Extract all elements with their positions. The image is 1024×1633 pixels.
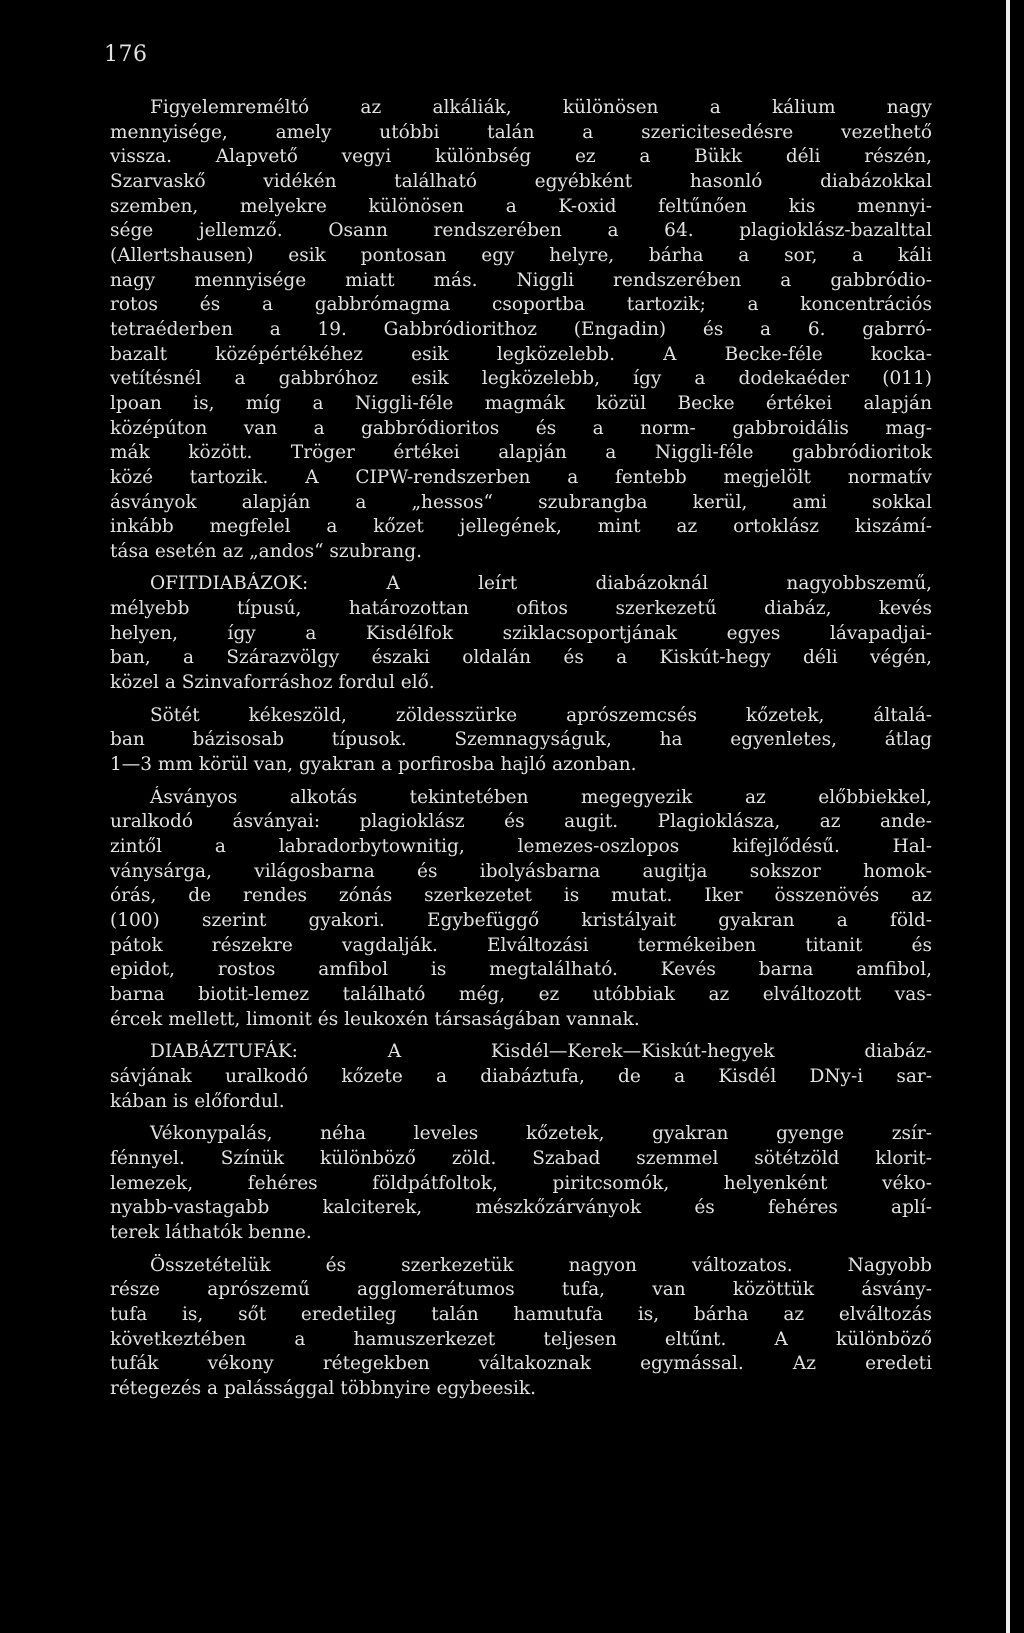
text-line: uralkodó ásványai: plagioklász és augit. Plagioklásza, az ande- <box>110 811 932 833</box>
text-line: zintől a labradorbytownitig, lemezes-oszlopos kifejlődésű. Hal- <box>110 836 932 858</box>
text-line: lemezek, fehéres földpátfoltok, piritcsomók, helyenként véko- <box>110 1172 932 1194</box>
text-line: nagy mennyisége miatt más. Niggli rendszerében a gabbródio- <box>110 269 932 291</box>
text-line: Szarvaskő vidékén található egyébként hasonló diabázokkal <box>110 170 932 192</box>
text-line: (100) szerint gyakori. Egybefüggő kristályait gyakran a föld- <box>110 910 932 931</box>
text-line: Vékonypalás, néha leveles kőzetek, gyakran gyenge zsír- <box>150 1123 932 1145</box>
paragraph-gap <box>110 778 932 786</box>
paragraph-gap <box>110 696 932 704</box>
paragraph <box>110 96 932 564</box>
text-line: 1—3 mm körül van, gyakran a porfirosba hajló azonban. <box>110 754 637 776</box>
paragraph-gap <box>110 564 932 572</box>
paragraph-gap <box>110 1246 932 1254</box>
text-line: tása esetén az „andos“ szubrang. <box>110 540 422 562</box>
text-line: rétegezés a palássággal többnyire egybeesik. <box>110 1377 536 1399</box>
text-line: fénnyel. Színük különböző zöld. Szabad szemmel sötétzöld klorit- <box>110 1147 932 1169</box>
text-line: vetítésnél a gabbróhoz esik legközelebb, így a dodekaéder (011) <box>110 368 932 390</box>
text-line: lpoan is, míg a Niggli-féle magmák közül Becke értékei alapján <box>110 392 932 414</box>
text-line: (Allertshausen) esik pontosan egy helyre, bárha a sor, a káli <box>110 244 932 266</box>
text-line: ványsárga, világosbarna és ibolyásbarna augitja sokszor homok- <box>110 860 932 882</box>
text-line: terek láthatók benne. <box>110 1221 312 1243</box>
text-line: kában is előfordul. <box>110 1090 285 1112</box>
text-line: része aprószemű agglomerátumos tufa, van közöttük ásvány- <box>110 1279 932 1301</box>
page-edge-rule <box>1006 0 1010 1633</box>
text-line: ércek mellett, limonit és leukoxén társaságában vannak. <box>110 1008 640 1030</box>
text-line: Összetételük és szerkezetük nagyon változatos. Nagyobb <box>150 1254 932 1276</box>
text-line: tetraéderben a 19. Gabbródiorithoz (Engadin) és a 6. gabrró- <box>110 318 932 340</box>
text-line: tufa is, sőt eredetileg talán hamutufa is, bárha az elváltozás <box>110 1303 932 1325</box>
text-line: közé tartozik. A CIPW-rendszerben a fentebb megjelölt normatív <box>110 466 932 488</box>
text-line: mélyebb típusú, határozottan ofitos szerkezetű diabáz, kevés <box>110 598 932 620</box>
paragraph <box>110 1040 932 1114</box>
text-line: órás, de rendes zónás szerkezetet is mutat. Iker összenövés az <box>110 885 932 907</box>
page-number: 176 <box>104 42 148 67</box>
text-line: mák között. Tröger értékei alapján a Niggli-féle gabbródioritok <box>110 442 932 464</box>
text-line: barna biotit-lemez található még, ez utóbbiak az elváltozott vas- <box>110 983 932 1005</box>
text-line: rotos és a gabbrómagma csoportba tartozik; a koncentrációs <box>110 294 932 316</box>
paragraph <box>110 1122 932 1245</box>
paragraph-gap <box>110 1032 932 1040</box>
text-line: nyabb-vastagabb kalciterek, mészkőzárványok és fehéres aplí- <box>110 1197 932 1219</box>
text-line: DIABÁZTUFÁK: A Kisdél—Kerek—Kiskút-hegyek diabáz- <box>150 1041 932 1063</box>
text-line: közel a Szinvaforráshoz fordul elő. <box>110 672 435 694</box>
body-text <box>110 96 932 1401</box>
text-line: Sötét kékeszöld, zöldesszürke aprószemcsés kőzetek, általá- <box>150 704 932 726</box>
text-line: epidot, rostos amfibol is megtalálható. Kevés barna amfibol, <box>110 959 932 981</box>
paragraph <box>110 572 932 695</box>
text-line: mennyisége, amely utóbbi talán a szericitesedésre vezethető <box>110 121 932 143</box>
text-line: következtében a hamuszerkezet teljesen eltűnt. A különböző <box>110 1328 932 1350</box>
text-line: sége jellemző. Osann rendszerében a 64. plagioklász-bazalttal <box>110 220 932 242</box>
text-line: tufák vékony rétegekben váltakoznak egymással. Az eredeti <box>110 1353 932 1375</box>
text-line: Figyelemreméltó az alkáliák, különösen a kálium nagy <box>150 97 932 118</box>
text-line: Ásványos alkotás tekintetében megegyezik az előbbiekkel, <box>150 786 932 808</box>
text-line: vissza. Alapvető vegyi különbség ez a Bükk déli részén, <box>110 146 932 168</box>
text-line: szemben, melyekre különösen a K-oxid feltűnően kis mennyi- <box>110 195 932 217</box>
text-line: ban, a Szárazvölgy északi oldalán és a Kiskút-hegy déli végén, <box>110 647 932 669</box>
paragraph <box>110 704 932 778</box>
text-line: középúton van a gabbródioritos és a norm- gabbroidális mag- <box>110 417 932 439</box>
text-line: sávjának uralkodó kőzete a diabáztufa, de a Kisdél DNy-i sar- <box>110 1065 932 1087</box>
paragraph <box>110 786 932 1033</box>
text-line: inkább megfelel a kőzet jellegének, mint az ortoklász kiszámí- <box>110 516 932 538</box>
paragraph-gap <box>110 1114 932 1122</box>
paragraph <box>110 1254 932 1402</box>
text-line: ban bázisosab típusok. Szemnagyságuk, ha egyenletes, átlag <box>110 729 932 751</box>
text-line: OFITDIABÁZOK: A leírt diabázoknál nagyobbszemű, <box>150 573 932 595</box>
text-line: ásványok alapján a „hessos“ szubrangba kerül, ami sokkal <box>110 491 932 513</box>
text-line: helyen, így a Kisdélfok sziklacsoportjának egyes lávapadjai- <box>110 622 932 644</box>
text-line: bazalt középértékéhez esik legközelebb. A Becke-féle kocka- <box>110 343 932 365</box>
text-line: pátok részekre vagdalják. Elváltozási termékeiben titanit és <box>110 934 932 956</box>
